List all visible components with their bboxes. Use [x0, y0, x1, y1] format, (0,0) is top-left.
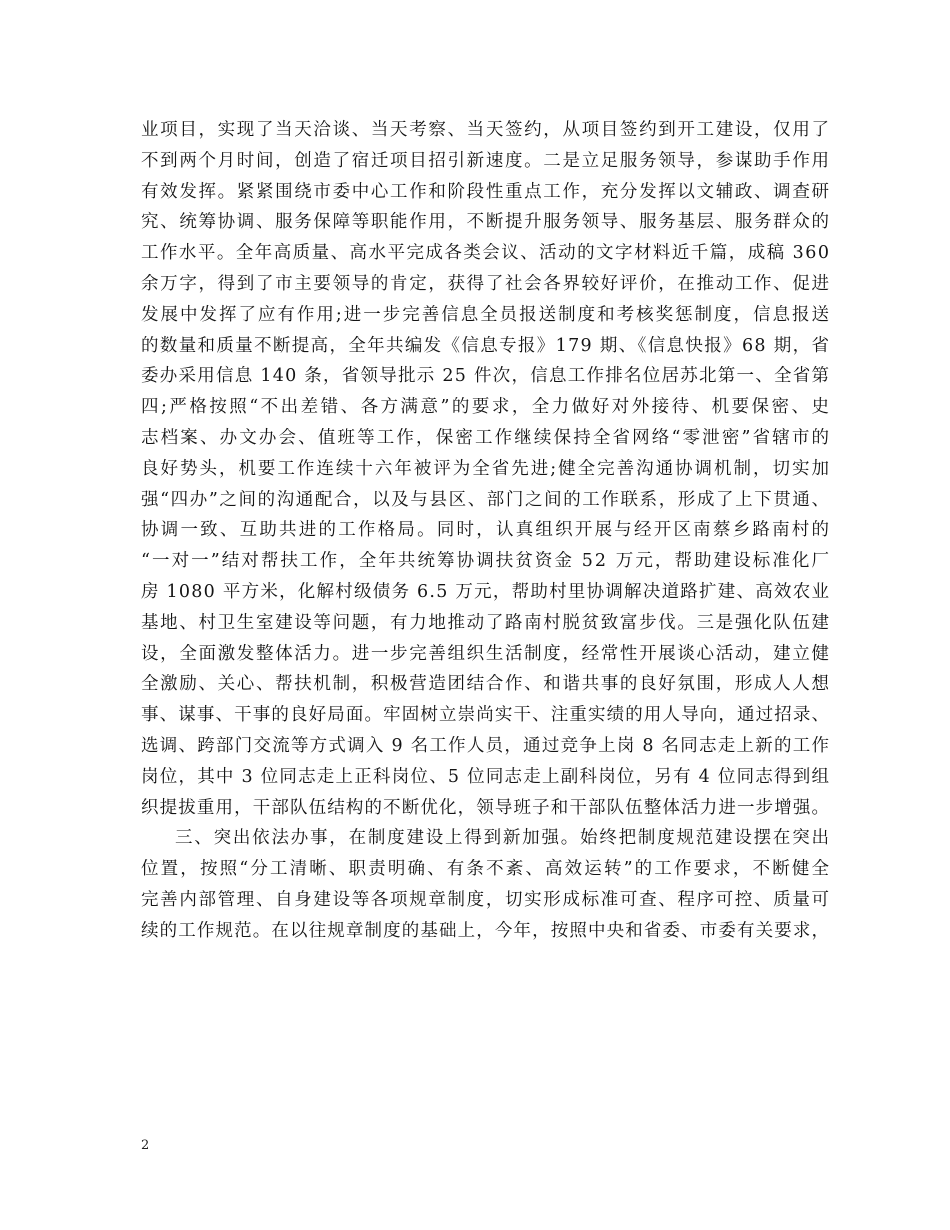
text-line: 发展中发挥了应有作用;进一步完善信息全员报送制度和考核奖惩制度，信息报送	[141, 304, 831, 325]
text-line: 续的工作规范。在以往规章制度的基础上，今年，按照中央和省委、市委有关要求，	[141, 920, 831, 941]
text-line: 房 1080 平方米，化解村级债务 6.5 万元，帮助村里协调解决道路扩建、高效农业	[141, 581, 831, 602]
text-line: 强“四办”之间的沟通配合，以及与县区、部门之间的工作联系，形成了上下贯通、	[141, 489, 831, 510]
text-line: 工作水平。全年高质量、高水平完成各类会议、活动的文字材料近千篇，成稿 360	[141, 243, 831, 264]
text-line: 四;严格按照“不出差错、各方满意”的要求，全力做好对外接待、机要保密、史	[141, 397, 832, 418]
text-line: 良好势头，机要工作连续十六年被评为全省先进;健全完善沟通协调机制，切实加	[141, 458, 831, 479]
page-number: 2	[141, 1138, 150, 1153]
text-line: 余万字，得到了市主要领导的肯定，获得了社会各界较好评价，在推动工作、促进	[141, 273, 831, 294]
text-line: 究、统筹协调、服务保障等职能作用，不断提升服务领导、服务基层、服务群众的	[141, 212, 831, 233]
text-line: 完善内部管理、自身建设等各项规章制度，切实形成标准可查、程序可控、质量可	[141, 889, 831, 910]
text-line: 基地、村卫生室建设等问题，有力地推动了路南村脱贫致富步伐。三是强化队伍建	[141, 612, 831, 633]
text-line: 位置，按照“分工清晰、职责明确、有条不紊、高效运转”的工作要求，不断健全	[141, 859, 832, 880]
text-line: 协调一致、互助共进的工作格局。同时，认真组织开展与经开区南蔡乡路南村的	[141, 520, 832, 541]
text-line: 不到两个月时间，创造了宿迁项目招引新速度。二是立足服务领导，参谋助手作用	[141, 150, 831, 171]
text-line: 设，全面激发整体活力。进一步完善组织生活制度，经常性开展谈心活动，建立健	[141, 643, 831, 664]
text-line: 织提拔重用，干部队伍结构的不断优化，领导班子和干部队伍整体活力进一步增强。	[141, 797, 831, 818]
text-line: 有效发挥。紧紧围绕市委中心工作和阶段性重点工作，充分发挥以文辅政、调查研	[141, 181, 831, 202]
text-line: 事、谋事、干事的良好局面。牢固树立崇尚实干、注重实绩的用人导向，通过招录、	[141, 705, 831, 726]
text-line: 委办采用信息 140 条，省领导批示 25 件次，信息工作排名位居苏北第一、全省第	[141, 366, 831, 387]
section-heading-line: 三、突出依法办事，在制度建设上得到新加强。始终把制度规范建设摆在突出	[175, 828, 831, 849]
text-line: 选调、跨部门交流等方式调入 9 名工作人员，通过竞争上岗 8 名同志走上新的工作	[141, 735, 831, 756]
text-line: “一对一”结对帮扶工作，全年共统筹协调扶贫资金 52 万元，帮助建设标准化厂	[141, 551, 832, 572]
text-line: 的数量和质量不断提高，全年共编发《信息专报》179 期、《信息快报》68 期，省	[141, 335, 831, 356]
text-line: 业项目，实现了当天洽谈、当天考察、当天签约，从项目签约到开工建设，仅用了	[141, 120, 831, 140]
text-line: 志档案、办文办会、值班等工作，保密工作继续保持全省网络“零泄密”省辖市的	[141, 427, 832, 448]
text-line: 全激励、关心、帮扶机制，积极营造团结合作、和谐共事的良好氛围，形成人人想	[141, 674, 831, 695]
text-line: 岗位，其中 3 位同志走上正科岗位、5 位同志走上副科岗位，另有 4 位同志得到组	[141, 766, 831, 787]
document-body	[141, 115, 832, 947]
